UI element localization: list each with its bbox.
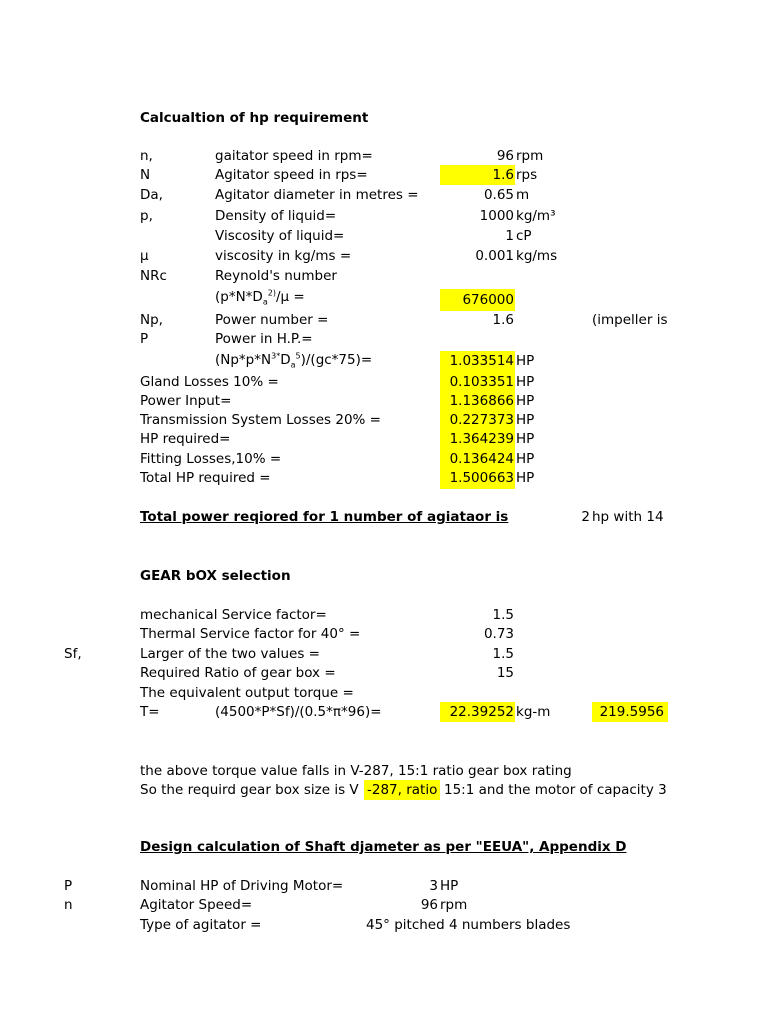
gear-value: 0.73 <box>483 626 514 642</box>
row-value: 1000 <box>479 208 514 224</box>
gear-value: 1.5 <box>492 607 514 623</box>
row-label: Agitator speed in rps= <box>215 167 368 183</box>
row-symbol: P <box>140 331 149 347</box>
row-value: 96 <box>496 148 514 164</box>
loss-label: HP required= <box>140 431 231 447</box>
loss-unit: HP <box>516 393 535 409</box>
shaft-label: Nominal HP of Driving Motor= <box>140 878 344 894</box>
row-unit: rps <box>516 167 538 183</box>
section3-title: Design calculation of Shaft djameter as per "EEUA", Appendix D <box>140 839 627 855</box>
section1-title: Calcualtion of hp requirement <box>140 110 369 126</box>
shaft-value: 96 <box>420 897 438 913</box>
row-unit: m <box>516 187 530 203</box>
row-value: 1 <box>505 228 514 244</box>
row-symbol: n, <box>140 148 153 164</box>
row-label: Viscosity of liquid= <box>215 228 345 244</box>
row-unit: rpm <box>516 148 544 164</box>
gear-label: Larger of the two values = <box>140 646 320 662</box>
torque-value-2: 219.5956 <box>599 704 664 720</box>
row-symbol: Np, <box>140 312 163 328</box>
total-power-label: Total power reqiored for 1 number of agiataor is <box>140 509 509 525</box>
torque-symbol: T= <box>140 704 160 720</box>
gear-label: Required Ratio of gear box = <box>140 665 336 681</box>
row-label: Reynold's number <box>215 268 337 284</box>
gear-label: mechanical Service factor= <box>140 607 327 623</box>
loss-label: Power Input= <box>140 393 232 409</box>
loss-unit: HP <box>516 451 535 467</box>
loss-label: Transmission System Losses 20% = <box>140 412 381 428</box>
section2-title: GEAR bOX selection <box>140 568 291 584</box>
row-symbol: NRc <box>140 268 167 284</box>
shaft-unit: HP <box>440 878 459 894</box>
clipped-cell <box>592 508 668 528</box>
total-power-value: 2 <box>581 509 590 525</box>
loss-value: 1.500663 <box>449 470 514 486</box>
row-label: Power number = <box>215 312 329 328</box>
gear-label: Thermal Service factor for 40° = <box>140 626 361 642</box>
loss-value: 0.103351 <box>449 374 514 390</box>
row-label: Density of liquid= <box>215 208 337 224</box>
power-formula: $(Np*p*N^{3*}D_a^5)/(gc*75)=$ <box>215 351 373 370</box>
power-value: 1.033514 <box>449 353 514 369</box>
torque-formula: (4500*P*Sf)/(0.5*π*96)= <box>215 704 382 720</box>
row-symbol: Da, <box>140 187 163 203</box>
loss-value: 0.136424 <box>449 451 514 467</box>
row-value: 0.001 <box>475 248 514 264</box>
gearbox-note-2-highlight: -287, ratio <box>367 782 438 798</box>
shaft-unit: rpm <box>440 897 468 913</box>
row-value: 0.65 <box>483 187 514 203</box>
loss-value: 0.227373 <box>449 412 514 428</box>
power-unit: HP <box>516 353 535 369</box>
loss-unit: HP <box>516 470 535 486</box>
row-value: 1.6 <box>492 312 514 328</box>
gear-label: The equivalent output torque = <box>140 685 354 701</box>
row-unit: cP <box>516 228 532 244</box>
clipped-cell <box>444 781 668 801</box>
loss-label: Fitting Losses,10% = <box>140 451 282 467</box>
gear-symbol: Sf, <box>64 646 82 662</box>
gear-value: 1.5 <box>492 646 514 662</box>
row-label: Agitator diameter in metres = <box>215 187 419 203</box>
loss-value: 1.364239 <box>449 431 514 447</box>
loss-unit: HP <box>516 374 535 390</box>
loss-label: Gland Losses 10% = <box>140 374 279 390</box>
torque-unit: kg-m <box>516 704 551 720</box>
row-symbol: µ <box>140 248 149 264</box>
reynolds-formula: ($p*N*D_a^{2)}/\mu$ = <box>215 288 305 307</box>
reynolds-value: 676000 <box>462 292 514 308</box>
loss-label: Total HP required = <box>140 470 271 486</box>
row-symbol: p, <box>140 208 153 224</box>
row-label: viscosity in kg/ms = <box>215 248 352 264</box>
loss-value: 1.136866 <box>449 393 514 409</box>
shaft-symbol: P <box>64 878 73 894</box>
shaft-symbol: n <box>64 897 73 913</box>
row-unit: kg/ms <box>516 248 558 264</box>
total-power-rest: hp with 14 <box>592 509 664 525</box>
row-label: gaitator speed in rpm= <box>215 148 373 164</box>
loss-unit: HP <box>516 412 535 428</box>
gearbox-note-1: the above torque value falls in V-287, 15:1 ratio gear box rating <box>140 763 572 779</box>
gearbox-note-2-start: So the requird gear box size is V <box>140 782 359 798</box>
shaft-label: Type of agitator = <box>140 917 262 933</box>
impeller-note: (impeller is <box>592 312 668 328</box>
row-unit: kg/m³ <box>516 208 556 224</box>
gear-value: 15 <box>496 665 514 681</box>
row-value: 1.6 <box>492 167 514 183</box>
gearbox-note-2-end: 15:1 and the motor of capacity 3 <box>444 782 667 798</box>
torque-value: 22.39252 <box>449 704 514 720</box>
shaft-label: Agitator Speed= <box>140 897 253 913</box>
shaft-value: 45° pitched 4 numbers blades <box>366 917 571 933</box>
shaft-value: 3 <box>429 878 438 894</box>
row-label: Power in H.P.= <box>215 331 313 347</box>
row-symbol: N <box>140 167 151 183</box>
loss-unit: HP <box>516 431 535 447</box>
clipped-cell <box>592 311 668 331</box>
